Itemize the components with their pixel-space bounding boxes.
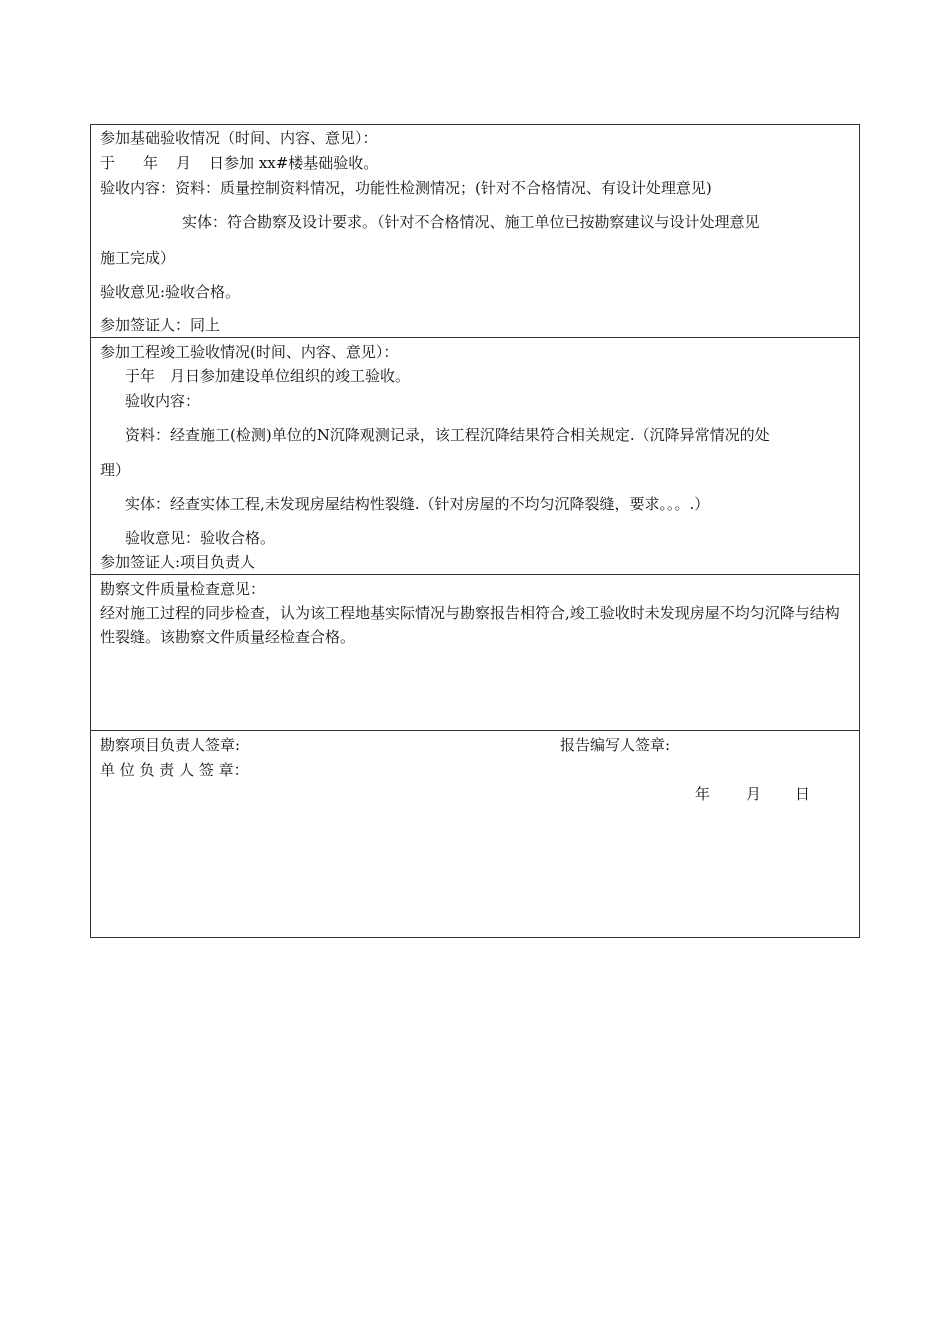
completion-acceptance-entity: 实体：经查实体工程,未发现房屋结构性裂缝.（针对房屋的不均匀沉降裂缝，要求。。。.） xyxy=(125,495,710,513)
survey-quality-section xyxy=(91,575,859,731)
completion-acceptance-date-line xyxy=(125,366,410,386)
basic-acceptance-entity: 实体：符合勘察及设计要求。（针对不合格情况、施工单位已按勘察建议与设计处理意见 xyxy=(182,213,760,231)
completion-acceptance-signer: 参加签证人:项目负责人 xyxy=(100,553,256,571)
completion-acceptance-heading: 参加工程竣工验收情况(时间、内容、意见）： xyxy=(100,343,399,361)
completion-acceptance-data: 资料：经查施工(检测)单位的N沉降观测记录，该工程沉降结果符合相关规定.（沉降异常情况的处 xyxy=(125,426,770,444)
completion-acceptance-data-cont: 理） xyxy=(100,461,131,479)
date-year: 于年 xyxy=(125,367,156,385)
acceptance-form-table xyxy=(90,124,860,938)
date-rest: 月日参加建设单位组织的竣工验收。 xyxy=(170,367,411,385)
basic-acceptance-entity-cont: 施工完成） xyxy=(100,249,176,267)
project-leader-signature: 勘察项目负责人签章: xyxy=(100,736,241,754)
signature-date xyxy=(695,784,810,804)
signature-section xyxy=(91,731,859,939)
basic-acceptance-heading: 参加基础验收情况（时间、内容、意见）： xyxy=(100,129,378,147)
survey-quality-body: 经对施工过程的同步检查，认为该工程地基实际情况与勘察报告相符合,竣工验收时未发现房屋不均匀沉降与结构性裂缝。该勘察文件质量经检查合格。 xyxy=(100,604,840,646)
report-writer-signature: 报告编写人签章: xyxy=(560,736,671,754)
date-month: 月 xyxy=(176,154,192,172)
date-year: 年 xyxy=(695,785,711,803)
completion-acceptance-opinion: 验收意见：验收合格。 xyxy=(125,529,276,547)
completion-acceptance-section xyxy=(91,338,859,575)
basic-acceptance-content: 验收内容：资料：质量控制资料情况，功能性检测情况；(针对不合格情况、有设计处理意见) xyxy=(100,179,712,197)
completion-acceptance-content-label: 验收内容： xyxy=(125,392,201,410)
date-day-text: 日参加 xx#楼基础验收。 xyxy=(209,154,379,172)
date-prefix: 于 xyxy=(100,154,116,172)
unit-leader-signature: 单 位 负 责 人 签 章： xyxy=(100,761,249,779)
date-year: 年 xyxy=(143,154,159,172)
date-day: 日 xyxy=(795,785,811,803)
basic-acceptance-opinion: 验收意见:验收合格。 xyxy=(100,283,241,301)
basic-acceptance-signer: 参加签证人：同上 xyxy=(100,316,221,334)
basic-acceptance-date-line xyxy=(100,153,378,173)
date-month: 月 xyxy=(746,785,762,803)
basic-acceptance-section xyxy=(91,125,859,338)
survey-quality-heading: 勘察文件质量检查意见： xyxy=(100,580,266,598)
